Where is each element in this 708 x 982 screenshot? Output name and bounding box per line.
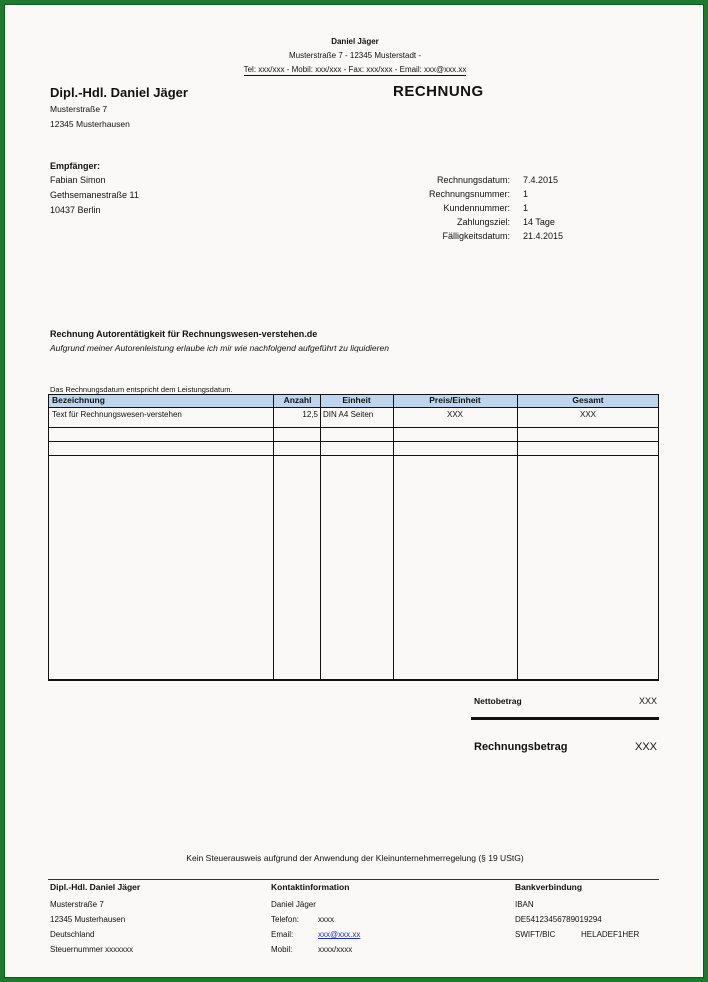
- header-description: Bezeichnung: [52, 395, 105, 405]
- table-border-right: [658, 394, 659, 680]
- footer-phone-label: Telefon:: [271, 915, 300, 924]
- header-unit-price: Preis/Einheit: [429, 395, 481, 405]
- item-unit-price: XXX: [446, 410, 463, 419]
- customer-number-value: 1: [523, 203, 529, 213]
- column-divider: [393, 394, 394, 680]
- document-frame: [4, 4, 704, 978]
- invoice-total-value: XXX: [634, 741, 657, 753]
- header-unit: Einheit: [342, 395, 371, 405]
- document-title: RECHNUNG: [393, 83, 484, 100]
- invoice-number-value: 1: [523, 189, 529, 199]
- date-note: Das Rechnungsdatum entspricht dem Leistungsdatum.: [50, 385, 233, 394]
- recipient-street: Gethsemanestraße 11: [50, 190, 139, 200]
- column-divider: [517, 394, 518, 680]
- net-amount-label: Nettobetrag: [474, 696, 522, 706]
- footer-phone-value: xxxx: [318, 915, 334, 924]
- footer-mobile-label: Mobil:: [271, 945, 293, 954]
- footer-company-street: Musterstraße 7: [50, 900, 104, 909]
- item-total: XXX: [579, 410, 596, 419]
- item-quantity: 12,5: [302, 410, 318, 419]
- sender-street: Musterstraße 7: [50, 104, 108, 114]
- invoice-number-label: Rechnungsnummer:: [428, 189, 510, 199]
- header-total: Gesamt: [572, 395, 604, 405]
- footer-iban-value: DE54123456789019294: [515, 915, 602, 924]
- row-divider: [48, 427, 659, 428]
- footer-company-heading: Dipl.-Hdl. Daniel Jäger: [50, 882, 141, 892]
- footer-iban-label: IBAN: [515, 900, 534, 909]
- column-divider: [273, 394, 274, 680]
- customer-number-label: Kundennummer:: [443, 203, 510, 213]
- header-address: Musterstraße 7 - 12345 Musterstadt -: [288, 51, 422, 60]
- recipient-name: Fabian Simon: [50, 175, 106, 185]
- net-amount-value: XXX: [638, 696, 657, 706]
- invoice-subject: Rechnung Autorentätigkeit für Rechnungswesen-verstehen.de: [50, 329, 318, 339]
- invoice-page: [5, 5, 705, 979]
- header-contact: [5, 65, 705, 74]
- header-quantity: Anzahl: [283, 395, 312, 405]
- footer-tax-number: Steuernummer xxxxxxx: [50, 945, 134, 954]
- header-contact-text: Tel: xxx/xxx - Mobil: xxx/xxx - Fax: xxx/xxx - Email: xxx@xxx.xx: [243, 65, 467, 74]
- footer-bank-heading: Bankverbindung: [515, 882, 583, 892]
- recipient-city: 10437 Berlin: [50, 205, 101, 215]
- footer-contact-heading: Kontaktinformation: [271, 882, 350, 892]
- footer-mobile-value: xxxx/xxxx: [318, 945, 353, 954]
- header-name: Daniel Jäger: [331, 37, 379, 46]
- footer-company-country: Deutschland: [50, 930, 95, 939]
- payment-terms-value: 14 Tage: [523, 217, 555, 227]
- table-bottom-border: [48, 679, 659, 681]
- footer-bic-value: HELADEF1HER: [581, 930, 640, 939]
- totals-rule: [471, 717, 659, 720]
- footer-bic-label: SWIFT/BIC: [515, 930, 556, 939]
- payment-terms-label: Zahlungsziel:: [456, 217, 510, 227]
- line-items-table: [48, 394, 659, 680]
- footer-rule: [48, 879, 659, 880]
- sender-city: 12345 Musterhausen: [50, 119, 130, 129]
- invoice-date-label: Rechnungsdatum:: [436, 175, 510, 185]
- due-date-label: Fälligkeitsdatum:: [442, 231, 510, 241]
- due-date-value: 21.4.2015: [523, 231, 564, 241]
- item-description: Text für Rechnungswesen-verstehen: [52, 410, 182, 419]
- column-divider: [320, 394, 321, 680]
- recipient-label: Empfänger:: [50, 161, 101, 171]
- invoice-date-value: 7.4.2015: [523, 175, 559, 185]
- tax-note: Kein Steuerausweis aufgrund der Anwendung der Kleinunternehmerregelung (§ 19 UStG): [186, 853, 524, 863]
- row-divider: [48, 455, 659, 456]
- footer-contact-name: Daniel Jäger: [271, 900, 316, 909]
- sender-name: Dipl.-Hdl. Daniel Jäger: [50, 85, 188, 100]
- item-unit: DIN A4 Seiten: [323, 410, 374, 419]
- footer-company-city: 12345 Musterhausen: [50, 915, 126, 924]
- table-border-left: [48, 394, 49, 680]
- footer-email-label: Email:: [271, 930, 294, 939]
- invoice-subtext: Aufgrund meiner Autorenleistung erlaube ich mir wie nachfolgend aufgeführt zu liquidieren: [50, 343, 389, 353]
- invoice-total-label: Rechnungsbetrag: [474, 741, 568, 753]
- footer-email-link[interactable]: xxx@xxx.xx: [318, 930, 361, 939]
- row-divider: [48, 441, 659, 442]
